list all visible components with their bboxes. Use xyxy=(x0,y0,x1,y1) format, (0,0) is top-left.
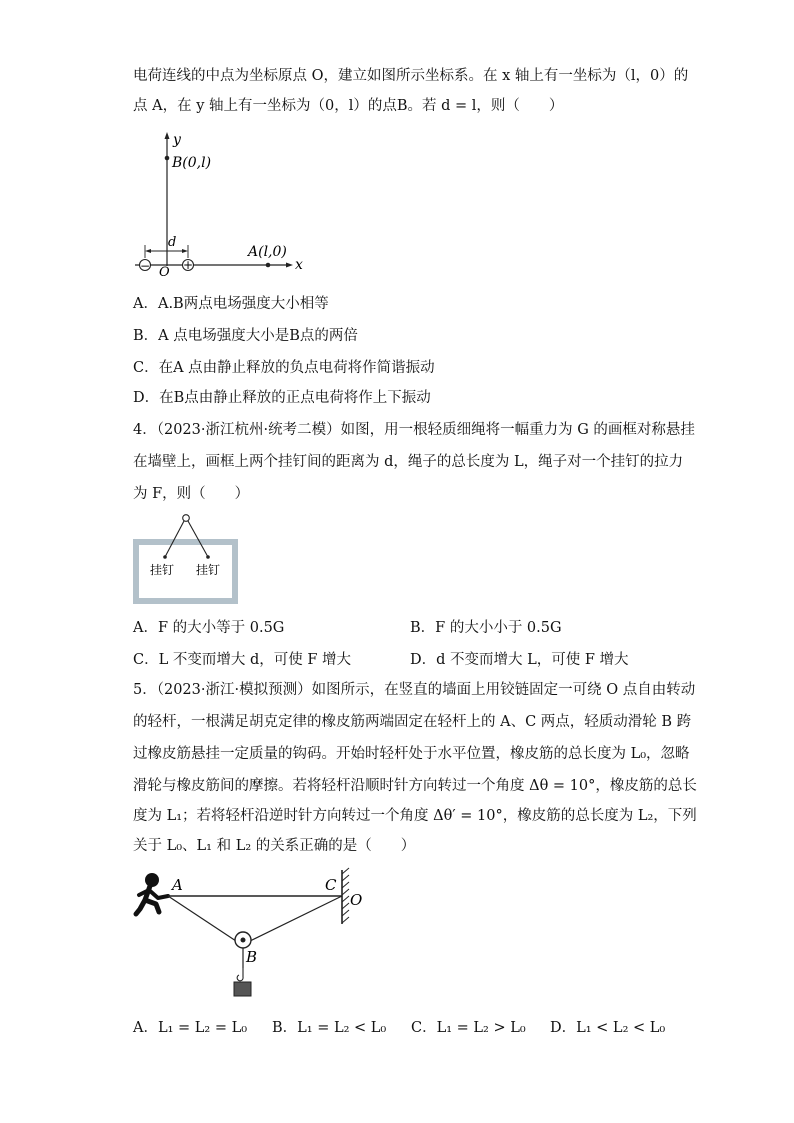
q4-frame-figure xyxy=(133,512,239,606)
q4-option-a: A．F 的大小等于 0.5G xyxy=(133,620,285,636)
q5-line-6: 关于 L₀、L₁ 和 L₂ 的关系正确的是（ ） xyxy=(133,838,416,854)
wall-nail xyxy=(183,515,190,522)
q4-option-b: B．F 的大小小于 0.5G xyxy=(410,620,562,636)
wall-hatching xyxy=(342,868,349,923)
q4-option-c: C．L 不变而增大 d，可使 F 增大 xyxy=(133,652,352,668)
hook-weight xyxy=(234,982,251,996)
q3-option-b: B．A 点电场强度大小是B点的两倍 xyxy=(133,328,358,344)
peg-left-label: 挂钉 xyxy=(150,563,175,577)
rubber-band-right xyxy=(250,896,342,941)
d-label: d xyxy=(168,235,177,250)
peg-right-label: 挂钉 xyxy=(196,563,221,577)
person-pushing-icon xyxy=(136,873,168,914)
y-axis-arrow xyxy=(165,132,170,139)
x-axis-arrow xyxy=(286,263,293,268)
q5-line-4: 滑轮与橡皮筋间的摩擦。若将轻杆沿顺时针方向转过一个角度 Δθ = 10°，橡皮筋的总长 xyxy=(133,778,697,794)
y-axis-label: y xyxy=(173,132,181,148)
q3-coordinate-figure xyxy=(130,128,310,278)
point-b xyxy=(165,156,170,161)
q3-option-d: D．在B点由静止释放的正点电荷将作上下振动 xyxy=(133,390,431,406)
q4-line-2: 在墙壁上，画框上两个挂钉间的距离为 d，绳子的总长度为 L，绳子对一个挂钉的拉力 xyxy=(133,454,684,470)
hook-icon xyxy=(237,968,243,981)
d-arrow-right xyxy=(182,249,188,253)
point-o-label: O xyxy=(350,891,363,909)
origin-label: O xyxy=(159,265,170,280)
q5-line-1: 5．（2023·浙江·模拟预测）如图所示，在竖直的墙面上用铰链固定一可绕 O 点自由转动 xyxy=(133,682,696,698)
point-b-label: B(0,l) xyxy=(172,155,212,171)
point-b-label: B xyxy=(246,948,258,966)
q5-line-5: 度为 L₁；若将轻杆沿逆时针方向转过一个角度 Δθ′ = 10°，橡皮筋的总长度为 L₂，下列 xyxy=(133,808,697,824)
q3-line-1: 电荷连线的中点为坐标原点 O，建立如图所示坐标系。在 x 轴上有一坐标为（l，0）的 xyxy=(133,68,689,84)
q4-option-d: D．d 不变而增大 L，可使 F 增大 xyxy=(410,652,629,668)
positive-sign: + xyxy=(182,258,194,272)
point-a xyxy=(266,263,271,268)
q3-line-2: 点 A，在 y 轴上有一坐标为（0，l）的点B。若 d = l，则（ ） xyxy=(133,98,564,114)
q5-line-3: 过橡皮筋悬挂一定质量的钩码。开始时轻杆处于水平位置，橡皮筋的总长度为 L₀，忽略 xyxy=(133,746,690,762)
x-axis-label: x xyxy=(295,257,303,273)
q5-option-d: D．L₁ < L₂ < L₀ xyxy=(550,1020,666,1036)
point-a-label: A xyxy=(172,876,183,894)
q4-line-1: 4．（2023·浙江杭州·统考二模）如图，用一根轻质细绳将一幅重力为 G 的画框对称悬挂 xyxy=(133,422,695,438)
q4-line-3: 为 F，则（ ） xyxy=(133,486,250,502)
q3-option-a: A．A.B两点电场强度大小相等 xyxy=(133,296,329,312)
point-c-label: C xyxy=(325,876,337,894)
q3-option-c: C．在A 点由静止释放的负点电荷将作简谐振动 xyxy=(133,360,435,376)
peg-right xyxy=(206,555,210,559)
q5-option-c: C．L₁ = L₂ > L₀ xyxy=(411,1020,526,1036)
pulley-axle xyxy=(241,938,246,943)
rubber-band-left xyxy=(168,896,236,941)
q5-rod-figure xyxy=(128,868,378,1008)
peg-left xyxy=(163,555,167,559)
q5-option-a: A．L₁ = L₂ = L₀ xyxy=(133,1020,248,1036)
q5-option-b: B．L₁ = L₂ < L₀ xyxy=(272,1020,387,1036)
point-a-label: A(l,0) xyxy=(248,244,287,260)
negative-sign: − xyxy=(139,259,151,273)
d-arrow-left xyxy=(145,249,151,253)
q5-line-2: 的轻杆，一根满足胡克定律的橡皮筋两端固定在轻杆上的 A、C 两点，轻质动滑轮 B 跨 xyxy=(133,714,692,730)
